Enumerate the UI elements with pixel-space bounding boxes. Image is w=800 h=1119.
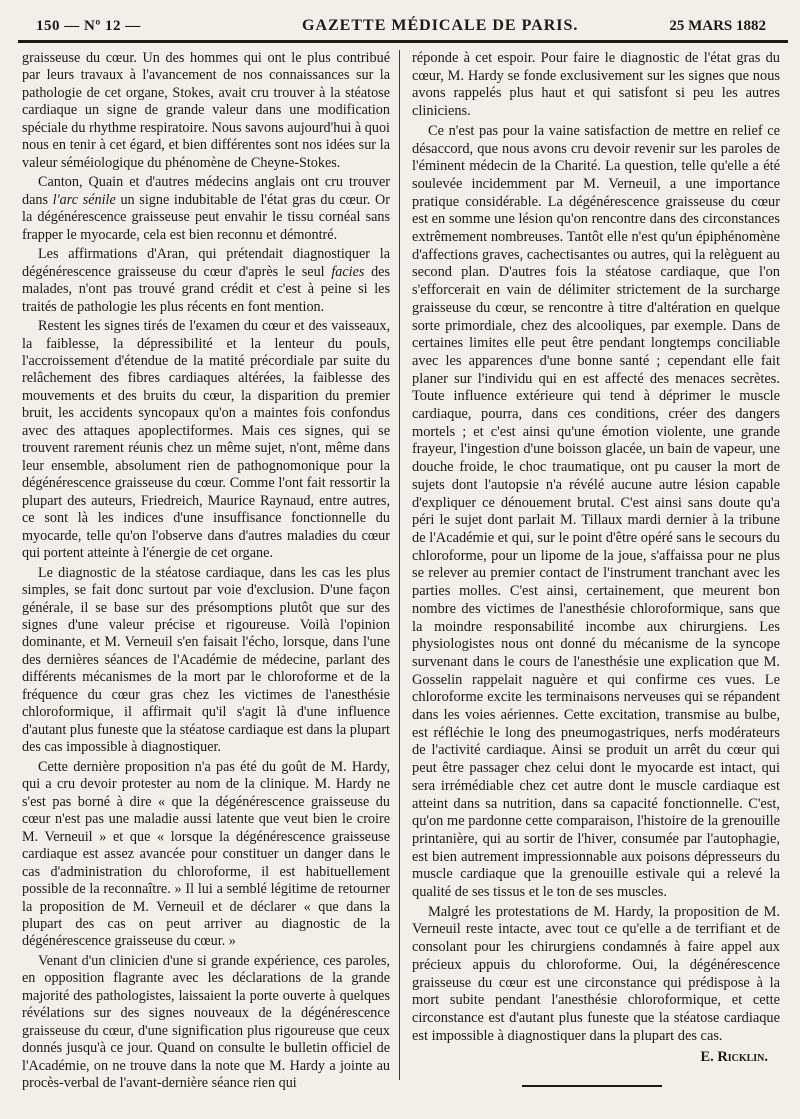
header-rule	[18, 40, 788, 43]
paragraph: Restent les signes tirés de l'examen du cœur et des vaisseaux, la faiblesse, la dépressibilité et la lenteur du pouls, l'accroissement d'étendue de la matité précordiale par suite du relâchement des fibres cardiaques altérées, la faiblesse des mouvements et des bruits du cœur, la disparition du premier bruit, les accidents syncopaux qu'on a maintes fois confondus avec des attaques apoplectiformes. Mais ces signes, qui se trouvent rarement réunis chez un même sujet, n'ont, même dans leur ensemble, absolument rien de pathognomonique pour la dégénérescence graisseuse du cœur. Comme l'ont fait ressortir la plupart des auteurs, Friedreich, Maurice Raynaud, entre autres, ce sont là les indices d'une insuffisance fonctionnelle du myocarde, telle qu'on l'observe dans d'autres maladies du cœur qui portent atteinte à l'énergie de cet organe.	[22, 318, 390, 562]
journal-title: GAZETTE MÉDICALE DE PARIS.	[302, 17, 579, 34]
column-divider	[399, 50, 400, 1080]
paragraph: réponde à cet espoir. Pour faire le diagnostic de l'état gras du cœur, M. Hardy se fonde exclusivement sur les signes que nous avons rappelés plus haut et qui satisfont si peu les autres cliniciens.	[412, 50, 780, 120]
issue-date: 25 MARS 1882	[669, 18, 766, 34]
page-number: 150 — Nº 12 —	[36, 18, 141, 34]
paragraph: Venant d'un clinicien d'une si grande expérience, ces paroles, en opposition flagrante avec les déclarations de la grande majorité des pathologistes, laissaient la porte ouverte à quelques révélations sur des signes nouveaux de la dégénérescence graisseuse du cœur, d'une signification plus rigoureuse que ceux donnés jusqu'à ce jour. Quand on consulte le bulletin officiel de l'Académie, on ne trouve dans la note que M. Hardy a jointe au procès-verbal de l'avant-dernière séance rien qui	[22, 952, 390, 1092]
article-end-rule	[522, 1085, 662, 1087]
emphasis: l'arc sénile	[52, 191, 116, 208]
author-signature: E. Ricklin.	[700, 1049, 768, 1066]
paragraph: Cette dernière proposition n'a pas été du goût de M. Hardy, qui a cru devoir protester au nom de la clinique. M. Hardy ne s'est pas borné à dire « que la dégénérescence graisseuse du cœur n'est pas une maladie aussi latente que veut bien le croire M. Verneuil » et que « lorsque la dégénérescence graisseuse cardiaque est assez avancée pour constituer un danger dans le cas d'administration du chloroforme, il est habituellement possible de la reconnaître. » Il lui a semblé légitime de retourner la proposition de M. Verneuil et de déclarer « que dans la plupart des cas on peut arriver au diagnostic de la dégénérescence graisseuse du cœur. »	[22, 758, 390, 950]
emphasis: facies	[331, 263, 365, 280]
page-header	[32, 14, 772, 40]
left-column	[22, 50, 390, 1095]
paragraph: Les affirmations d'Aran, qui prétendait diagnostiquer la dégénérescence graisseuse du cœur d'après le seul facies des malades, n'ont pas trouvé grand crédit et c'est à peine si les traités de pathologie les plus récents en font mention.	[22, 246, 390, 315]
paragraph: Canton, Quain et d'autres médecins anglais ont cru trouver dans l'arc sénile un signe indubitable de l'état gras du cœur. Or la dégénérescence graisseuse peut envahir le tissu cornéal sans frapper le myocarde, cela est bien reconnu et démontré.	[22, 174, 390, 243]
paragraph: Ce n'est pas pour la vaine satisfaction de mettre en relief ce désaccord, que nous avons cru devoir revenir sur les paroles de l'éminent médecin de la Charité. La question, telle qu'elle a été soulevée incidemment par M. Verneuil, a une importance pratique considérable. La dégénérescence graisseuse du cœur est en somme une lésion qu'on rencontre dans des circonstances extrêmement nombreuses. Tantôt elle n'est qu'un épiphénomène d'affections graves, cachectisantes ou autres, qui la relèguent au second plan. D'autres fois la stéatose cardiaque, que l'on s'efforcerait en vain de délimiter strictement de la surcharge graisseuse du cœur, se rencontre à titre d'altération en quelque sorte primordiale, chez des alcooliques, par exemple. Dans de certaines limites elle peut être pendant longtemps conciliable avec les apparences d'une bonne santé ; cependant elle fait planer sur l'individu qui en est affecté des menaces secrètes. Toute influence extérieure qui tend à déprimer le muscle cardiaque, pourra, dans ces conditions, créer des dangers mortels ; et c'est ainsi qu'une émotion violente, une grande frayeur, l'ingestion d'une boisson glacée, un bain de vapeur, une douche froide, le choc traumatique, ont pu causer la mort de sujets dont l'autopsie n'a révélé aucune autre lésion capable d'expliquer ce dénouement brutal. C'est ainsi sans doute qu'a péri le sujet dont parlait M. Tillaux mardi dernier à la tribune de l'Académie et qui, sur le point d'être opéré sans le secours du chloroforme, pour un lipome de la joue, s'affaissa pour ne plus se relever au premier contact de l'instrument tranchant avec les parties molles. C'est ainsi, certainement, que meurent bon nombre des victimes de l'anesthésie chloroformique, sans que la moindre responsabilité incombe aux chirurgiens. Les physiologistes nous ont donné du mécanisme de la syncope survenant dans le cours de l'anesthésie une explication que M. Gosselin rappelait naguère et qui confirme ces vues. Le chloroforme excite les terminaisons nerveuses qui se répandent dans les voies aériennes. Cette excitation, transmise au bulbe, est réfléchie le long des pneumogastriques, nerfs modérateurs de l'activité cardiaque. Ainsi se produit un arrêt du cœur qui peut être passager chez celui dont le myocarde est intact, qui sera irrémédiable chez cet autre dont le muscle cardiaque est atteint dans sa nutrition, dans sa capacité fonctionnelle. C'est, qu'on me pardonne cette comparaison, l'histoire de la grenouille printanière, qui au sortir de l'hiver, consumée par l'autophagie, est bien autrement impressionnable aux poisons dépresseurs du muscle cardiaque que la grenouille estivale qui a relevé la qualité de ses tissus et le ton de ses muscles.	[412, 122, 780, 901]
paragraph: Le diagnostic de la stéatose cardiaque, dans les cas les plus simples, se fait donc surtout par voie d'exclusion. D'une façon générale, il se base sur des présomptions plutôt que sur des signes d'une valeur précise et rigoureuse. Voilà l'opinion dominante, et M. Verneuil s'en faisait l'écho, lorsque, dans l'une des dernières séances de l'Académie de médecine, parlant des différents mécanismes de la mort par le chloroforme et de la fréquence du cœur gras chez les victimes de l'anesthésie chloroformique, il affirmait qu'il s'agit là d'une influence d'autant plus funeste que la stéatose cardiaque est dans la plupart des cas impossible à diagnostiquer.	[22, 564, 390, 756]
paragraph: graisseuse du cœur. Un des hommes qui ont le plus contribué par leurs travaux à l'avancement de nos connaissances sur la pathologie de cet organe, Stokes, avait cru trouver à la stéatose cardiaque un signe de grande valeur dans une modification spéciale du rhythme respiratoire. Nous savons aujourd'hui à quoi nous en tenir à cet égard, et bien différentes sont nos idées sur la valeur séméiologique du phénomène de Cheyne-Stokes.	[22, 50, 390, 171]
right-column	[412, 50, 780, 1087]
paragraph: Malgré les protestations de M. Hardy, la proposition de M. Verneuil reste intacte, avec tout ce qu'elle a de terrifiant et de consolant pour les chirurgiens condamnés à faire appel aux précieux appuis du chloroforme. Oui, la dégénérescence graisseuse du cœur est une circonstance qui prédispose à la mort subite pendant l'anesthésie chloroformique, et cette circonstance est d'autant plus funeste que la stéatose cardiaque est impossible à diagnostiquer dans la plupart des cas.	[412, 903, 780, 1044]
